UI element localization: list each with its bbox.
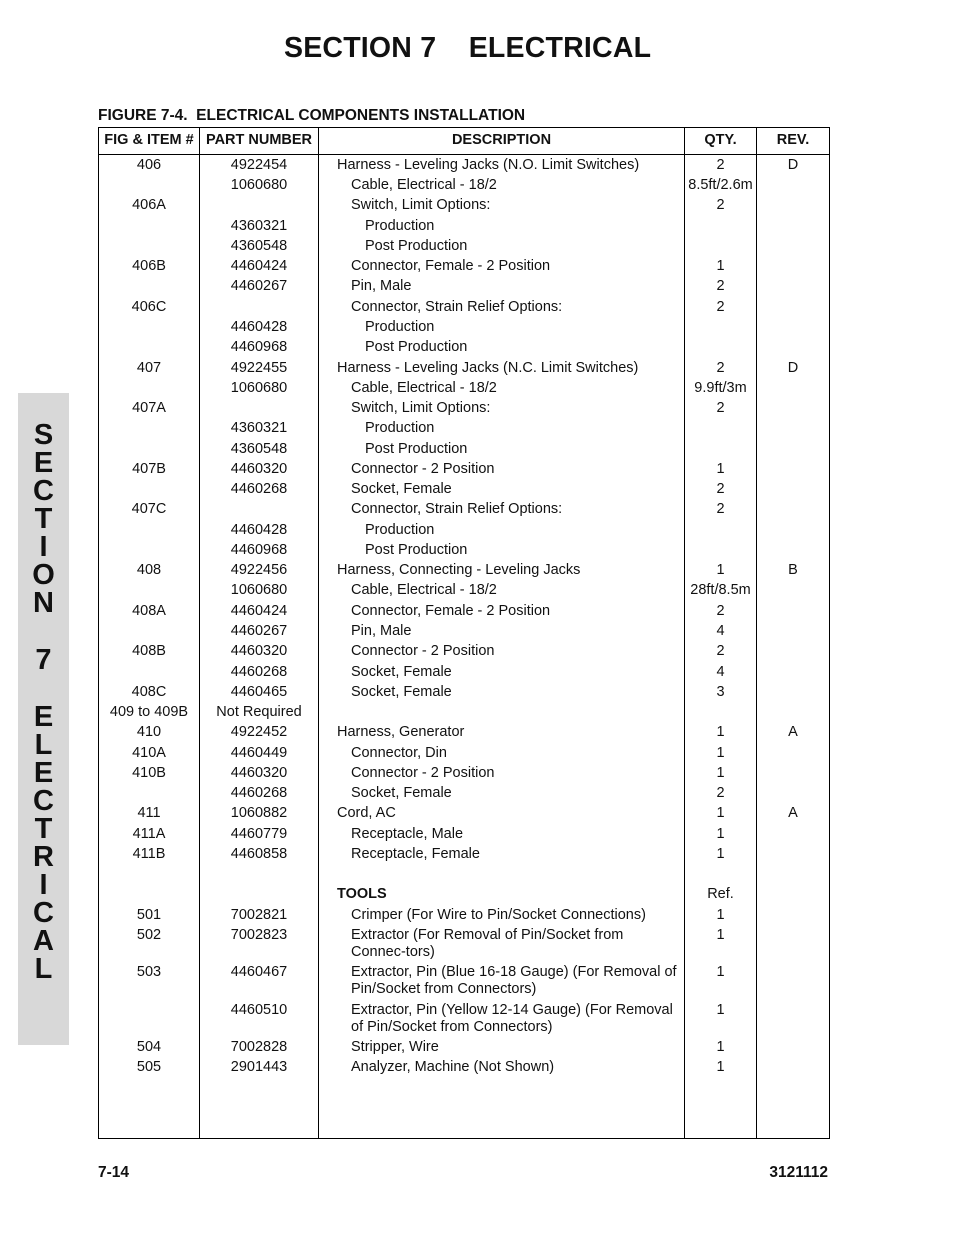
- row-description: Receptacle, Male: [351, 826, 464, 842]
- row-quantity: 1: [716, 927, 725, 943]
- row-item-number: 505: [136, 1059, 162, 1075]
- parts-table: [98, 127, 830, 1139]
- row-item-number: 501: [136, 907, 162, 923]
- row-item-number: 406: [136, 157, 162, 173]
- row-description: TOOLS: [337, 886, 387, 902]
- row-item-number: 406B: [132, 258, 166, 274]
- row-part-number: 7002821: [230, 907, 288, 923]
- header-description: DESCRIPTION: [451, 132, 552, 148]
- row-item-number: 407C: [131, 501, 167, 517]
- row-description: Post Production: [365, 339, 468, 355]
- row-description: Socket, Female: [351, 664, 452, 680]
- row-description: Harness, Connecting - Leveling Jacks: [337, 562, 581, 578]
- row-part-number: 4460449: [230, 745, 288, 761]
- row-part-number: 4922452: [230, 724, 288, 740]
- row-item-number: 411: [137, 805, 161, 821]
- row-quantity: 1: [716, 964, 725, 980]
- row-description: Production: [365, 218, 435, 234]
- header-part-number: PART NUMBER: [205, 132, 313, 148]
- row-description: Connector, Strain Relief Options:: [351, 501, 563, 517]
- row-item-number: 406C: [131, 299, 167, 315]
- row-quantity: 1: [716, 846, 725, 862]
- row-part-number: 4460267: [230, 623, 288, 639]
- row-description: Extractor, Pin (Blue 16-18 Gauge) (For Removal of Pin/Socket from Connectors): [351, 964, 677, 997]
- row-part-number: 4460968: [230, 339, 288, 355]
- row-part-number: 1060680: [230, 582, 288, 598]
- row-part-number: Not Required: [216, 704, 302, 720]
- row-quantity: 3: [716, 684, 725, 700]
- row-description: Cord, AC: [337, 805, 396, 821]
- side-tab-letter: E: [33, 701, 54, 733]
- row-description: Switch, Limit Options:: [351, 400, 491, 416]
- row-quantity: 1: [716, 745, 725, 761]
- side-tab-letter: R: [33, 841, 54, 873]
- row-part-number: 4360548: [230, 238, 288, 254]
- row-description: Pin, Male: [351, 278, 412, 294]
- row-part-number: 2901443: [230, 1059, 288, 1075]
- row-description: Socket, Female: [351, 785, 452, 801]
- row-part-number: 4460268: [230, 664, 288, 680]
- row-description: Socket, Female: [351, 684, 452, 700]
- header-qty: QTY.: [704, 132, 737, 148]
- row-description: Connector - 2 Position: [351, 765, 495, 781]
- row-quantity: 2: [716, 197, 725, 213]
- row-description: Connector - 2 Position: [351, 643, 495, 659]
- row-item-number: 503: [136, 964, 162, 980]
- row-description: Connector, Din: [351, 745, 447, 761]
- row-description: Post Production: [365, 238, 468, 254]
- row-item-number: 410A: [132, 745, 166, 761]
- row-part-number: 4460968: [230, 542, 288, 558]
- row-description: Connector, Strain Relief Options:: [351, 299, 563, 315]
- row-item-number: 410B: [132, 765, 166, 781]
- side-tab-letter: T: [34, 503, 53, 535]
- row-part-number: 4460268: [230, 481, 288, 497]
- row-description: Connector, Female - 2 Position: [351, 258, 551, 274]
- row-description: Socket, Female: [351, 481, 452, 497]
- row-item-number: 408A: [132, 603, 166, 619]
- row-part-number: 4460858: [230, 846, 288, 862]
- row-revision: A: [788, 805, 798, 821]
- row-item-number: 504: [136, 1039, 162, 1055]
- row-quantity: 1: [716, 1002, 725, 1018]
- row-item-number: 407B: [132, 461, 166, 477]
- side-tab-letter: C: [33, 475, 54, 507]
- row-part-number: 4460424: [230, 258, 288, 274]
- row-quantity: 28ft/8.5m: [690, 582, 751, 598]
- side-tab-letter: L: [34, 729, 53, 761]
- row-description: Extractor, Pin (Yellow 12-14 Gauge) (For Removal of Pin/Socket from Connectors): [351, 1002, 673, 1035]
- row-item-number: 411A: [132, 826, 166, 842]
- row-quantity: 1: [716, 765, 725, 781]
- row-quantity: 2: [716, 481, 725, 497]
- row-quantity: 4: [716, 623, 725, 639]
- row-quantity: 2: [716, 603, 725, 619]
- row-revision: B: [788, 562, 798, 578]
- row-revision: D: [787, 360, 799, 376]
- row-part-number: 4460320: [230, 765, 288, 781]
- row-quantity: 2: [716, 785, 725, 801]
- row-part-number: 4460267: [230, 278, 288, 294]
- header-fig-item: FIG & ITEM #: [104, 132, 194, 148]
- side-tab-letter: E: [33, 447, 54, 479]
- side-tab-letter: N: [33, 587, 54, 619]
- row-quantity: 1: [716, 1039, 725, 1055]
- side-tab-letter: T: [34, 813, 53, 845]
- row-quantity: 2: [716, 299, 725, 315]
- row-quantity: 1: [716, 258, 725, 274]
- figure-title: FIGURE 7-4. ELECTRICAL COMPONENTS INSTALLATION: [98, 107, 526, 124]
- row-description: Pin, Male: [351, 623, 412, 639]
- row-part-number: 4460428: [230, 522, 288, 538]
- row-quantity: Ref.: [707, 886, 734, 902]
- row-description: Cable, Electrical - 18/2: [351, 177, 497, 193]
- side-tab-letter: C: [33, 785, 54, 817]
- row-description: Extractor (For Removal of Pin/Socket from Connec-tors): [351, 927, 624, 960]
- section-side-tab: [18, 393, 69, 1045]
- row-description: Harness - Leveling Jacks (N.C. Limit Switches): [337, 360, 639, 376]
- row-part-number: 1060680: [230, 380, 288, 396]
- row-description: Receptacle, Female: [351, 846, 480, 862]
- row-item-number: 407: [136, 360, 162, 376]
- row-part-number: 4460510: [230, 1002, 288, 1018]
- column-divider: [318, 128, 319, 1138]
- row-quantity: 8.5ft/2.6m: [688, 177, 753, 193]
- side-tab-letter: I: [39, 869, 48, 901]
- row-quantity: 4: [716, 664, 725, 680]
- row-part-number: 1060882: [230, 805, 288, 821]
- row-part-number: 4922456: [230, 562, 288, 578]
- row-quantity: 2: [716, 400, 725, 416]
- row-description: Cable, Electrical - 18/2: [351, 380, 497, 396]
- row-part-number: 4460428: [230, 319, 288, 335]
- row-quantity: 9.9ft/3m: [694, 380, 747, 396]
- row-part-number: 7002823: [230, 927, 288, 943]
- row-part-number: 4460320: [230, 643, 288, 659]
- section-title: SECTION 7 ELECTRICAL: [284, 32, 652, 64]
- side-tab-letter: 7: [35, 644, 52, 676]
- page-number: 7-14: [98, 1164, 130, 1181]
- row-item-number: 407A: [132, 400, 166, 416]
- row-quantity: 2: [716, 360, 725, 376]
- side-tab-letter: I: [39, 531, 48, 563]
- row-part-number: 4460320: [230, 461, 288, 477]
- row-quantity: 1: [716, 907, 725, 923]
- row-revision: A: [788, 724, 798, 740]
- row-item-number: 408C: [131, 684, 167, 700]
- row-item-number: 406A: [132, 197, 166, 213]
- row-quantity: 1: [716, 805, 725, 821]
- row-quantity: 1: [716, 461, 725, 477]
- row-quantity: 2: [716, 278, 725, 294]
- row-quantity: 1: [716, 1059, 725, 1075]
- row-description: Connector, Female - 2 Position: [351, 603, 551, 619]
- row-description: Production: [365, 420, 435, 436]
- row-item-number: 409 to 409B: [109, 704, 189, 720]
- row-description: Post Production: [365, 441, 468, 457]
- row-part-number: 4922455: [230, 360, 288, 376]
- row-item-number: 408: [136, 562, 162, 578]
- row-quantity: 2: [716, 157, 725, 173]
- side-tab-letter: O: [32, 559, 55, 591]
- row-quantity: 1: [716, 562, 725, 578]
- row-part-number: 4360321: [230, 218, 288, 234]
- row-description: Connector - 2 Position: [351, 461, 495, 477]
- row-description: Production: [365, 522, 435, 538]
- row-quantity: 2: [716, 643, 725, 659]
- row-description: Switch, Limit Options:: [351, 197, 491, 213]
- row-item-number: 408B: [132, 643, 166, 659]
- side-tab-letter: A: [33, 925, 54, 957]
- row-item-number: 411B: [132, 846, 166, 862]
- row-quantity: 1: [716, 724, 725, 740]
- row-quantity: 2: [716, 501, 725, 517]
- row-part-number: 1060680: [230, 177, 288, 193]
- row-description: Harness - Leveling Jacks (N.O. Limit Switches): [337, 157, 640, 173]
- side-tab-letter: C: [33, 897, 54, 929]
- row-description: Production: [365, 319, 435, 335]
- row-part-number: 4460465: [230, 684, 288, 700]
- row-description: Crimper (For Wire to Pin/Socket Connections): [351, 907, 646, 923]
- row-part-number: 4460779: [230, 826, 288, 842]
- row-part-number: 4460424: [230, 603, 288, 619]
- row-description: Stripper, Wire: [351, 1039, 439, 1055]
- side-tab-letter: S: [33, 419, 54, 451]
- row-part-number: 4460467: [230, 964, 288, 980]
- row-quantity: 1: [716, 826, 725, 842]
- column-divider: [756, 128, 757, 1138]
- row-revision: D: [787, 157, 799, 173]
- row-part-number: 4460268: [230, 785, 288, 801]
- row-item-number: 410: [136, 724, 162, 740]
- row-item-number: 502: [136, 927, 162, 943]
- row-description: Analyzer, Machine (Not Shown): [351, 1059, 555, 1075]
- side-tab-letter: L: [34, 953, 53, 985]
- side-tab-letter: E: [33, 757, 54, 789]
- row-description: Post Production: [365, 542, 468, 558]
- header-divider: [99, 154, 829, 155]
- header-rev: REV.: [776, 132, 810, 148]
- row-part-number: 4360321: [230, 420, 288, 436]
- row-part-number: 4360548: [230, 441, 288, 457]
- row-part-number: 7002828: [230, 1039, 288, 1055]
- document-number: 3121112: [769, 1164, 828, 1181]
- row-description: Cable, Electrical - 18/2: [351, 582, 497, 598]
- row-description: Harness, Generator: [337, 724, 465, 740]
- row-part-number: 4922454: [230, 157, 288, 173]
